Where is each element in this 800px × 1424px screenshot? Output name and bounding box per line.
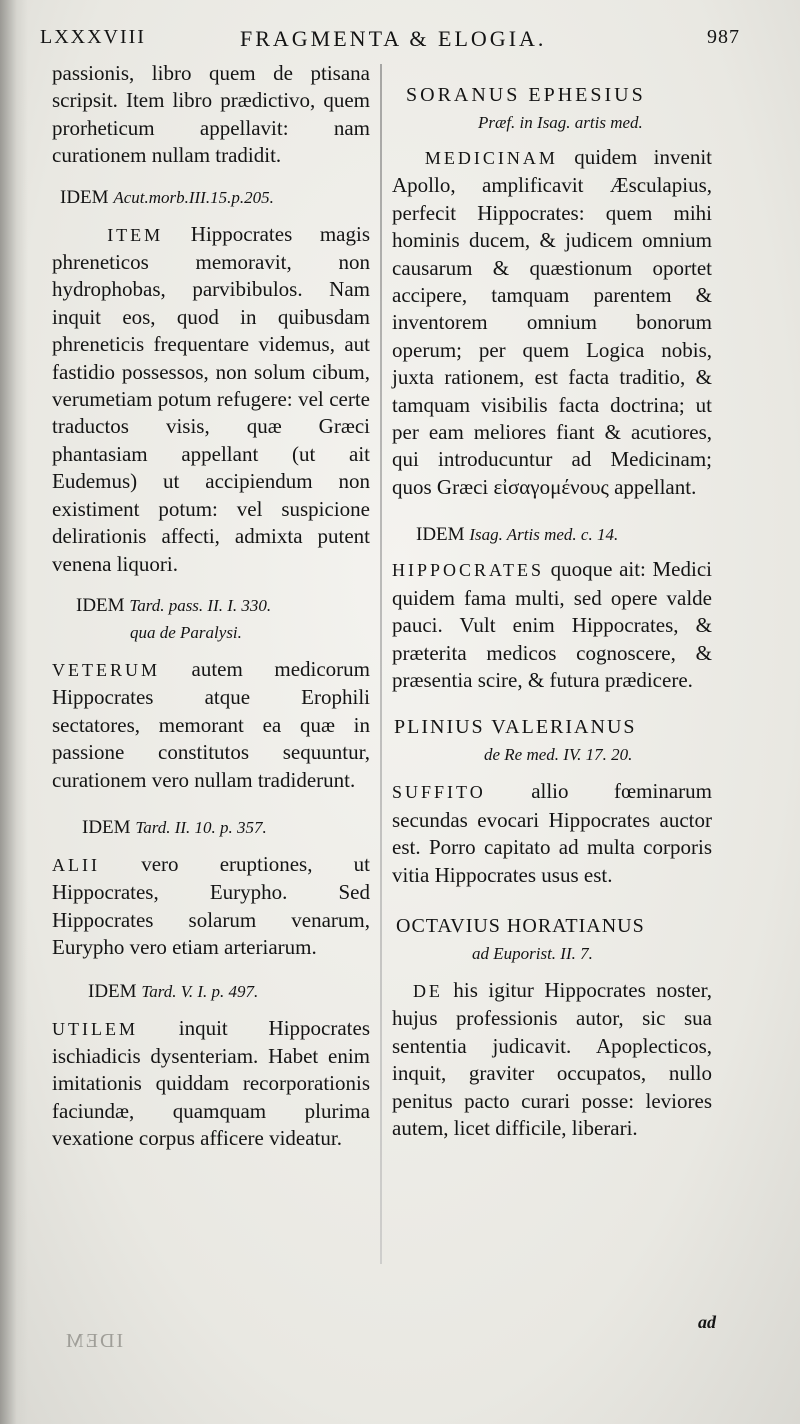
- heading-subtitle: de Re med. IV. 17. 20.: [484, 745, 633, 765]
- paragraph-initial: VETERUM: [52, 659, 160, 680]
- left-column: [52, 60, 370, 1153]
- paragraph-initial: HIPPOCRATES: [392, 560, 545, 581]
- page-binding-shadow: [0, 0, 28, 1424]
- heading-name: IDEM: [82, 816, 131, 838]
- paragraph: [392, 977, 712, 1142]
- paragraph-text: allio fœminarum secundas evocari Hippocrates auctor est. Porro capitato ad multa corporis vitia Hippocrates usus est.: [392, 779, 712, 887]
- author-heading: OCTAVIUS HORATIANUS: [396, 914, 645, 937]
- author-heading: SORANUS EPHESIUS: [406, 84, 646, 106]
- paragraph: [52, 656, 370, 794]
- heading-name: IDEM: [76, 594, 125, 616]
- paragraph-text: Hippocrates magis phreneticos memoravit, non hydrophobas, parvibibulos. Nam inquit eos, quod in quibusdam phreneticis frequentare videmus, aut fastidio possessos, non solum cibum, verumetiam potum refugere: vel certe traductos visis, quæ Græci phantasiam appellant (ut ait Eudemus) ut accipiendum non existiment potum: vel suspicione delirationis affecti, admixta putent venena liquori.: [52, 221, 370, 576]
- paragraph: [52, 851, 370, 962]
- heading-subtitle: ad Euporist. II. 7.: [472, 943, 593, 963]
- paragraph-text: inquit Hippocrates ischiadicis dysenteriam. Habet enim imitationis quiddam recorporationis faciundæ, quamquam plurima vexatione corpus afficere videatur.: [52, 1015, 370, 1151]
- catchword: ad: [698, 1312, 716, 1332]
- paragraph: [52, 221, 370, 578]
- section-heading: [76, 592, 370, 619]
- heading-reference: Tard. pass. II. I. 330.: [129, 595, 272, 615]
- heading-name: IDEM: [88, 980, 137, 1002]
- heading-reference: Tard. V. I. p. 497.: [141, 981, 259, 1001]
- paragraph-text: vero eruptiones, ut Hippocrates, Eurypho. Sed Hippocrates solarum venarum, Eurypho vero etiam arteriarum.: [52, 851, 370, 960]
- section-heading: [82, 814, 370, 841]
- column-divider: [380, 64, 382, 1264]
- folio-roman: LXXXVIII: [40, 26, 146, 48]
- heading-name: IDEM: [60, 186, 109, 208]
- paragraph-text: quoque ait: Medici quidem fama multi, sed opere valde pauci. Vult enim Hippocrates, & præterita medicos cognoscere, & præsentia scire, & futura prædicere.: [392, 557, 712, 692]
- heading-subtitle: qua de Paralysi.: [130, 622, 242, 642]
- section-heading: [88, 978, 370, 1005]
- paragraph-initial: UTILEM: [52, 1018, 138, 1039]
- paragraph: [392, 556, 712, 694]
- paragraph-text: quidem invenit Apollo, amplificavit Æsculapius, perfecit Hippocrates: quem mihi hominis ducem, & judicem omnium causarum & quæstionum oportet accipere, tamquam parentem & inventorem omnium bonorum operum; per quem Logica nobis, juxta rationem, est facta traditio, & tamquam visibilis facta doctrina; ut per eam meliores fiant & acutiores, qui introducuntur ad Medicinam; quos Græci εἰσαγομένους appellant.: [392, 145, 712, 499]
- page-number: 987: [707, 26, 740, 48]
- paragraph-text: his igitur Hippocrates noster, hujus professionis autor, sic sua sententia judicavit. Apoplecticos, inquit, graviter occupatos, nullo penitus pacto curari posse: leviores autem, licet difficile, liberari.: [392, 977, 712, 1140]
- section-heading: [60, 184, 370, 211]
- running-header: [40, 26, 740, 56]
- running-title: FRAGMENTA & ELOGIA.: [240, 26, 547, 51]
- paragraph-initial: DE: [412, 980, 443, 1001]
- heading-subtitle: Præf. in Isag. artis med.: [478, 113, 643, 132]
- bleed-through-text: IDEM: [64, 1330, 124, 1352]
- paragraph: passionis, libro quem de ptisana scripsit. Item libro prædictivo, quem prorheticum appellavit: nam curationem nullam tradidit.: [52, 61, 370, 168]
- heading-reference: Tard. II. 10. p. 357.: [135, 817, 267, 837]
- author-heading: PLINIUS VALERIANUS: [394, 716, 637, 739]
- paragraph: [52, 1015, 370, 1153]
- paragraph: [392, 144, 712, 501]
- paragraph-text: autem medicorum Hippocrates atque Erophili sectatores, memorant ea quæ in passione constitutos sequuntur, curationem vero nullam tradiderunt.: [52, 656, 370, 792]
- paragraph-initial: ITEM: [107, 224, 164, 245]
- heading-name: IDEM: [416, 524, 465, 546]
- heading-reference: Acut.morb.III.15.p.205.: [113, 187, 274, 207]
- heading-reference: Isag. Artis med. c. 14.: [469, 525, 619, 545]
- paragraph-initial: MEDICINAM: [424, 148, 558, 168]
- section-heading: [416, 521, 712, 548]
- paragraph-initial: SUFFITO: [392, 782, 486, 803]
- right-column: [392, 60, 712, 1142]
- paragraph-initial: ALII: [52, 854, 100, 875]
- paragraph: [392, 778, 712, 889]
